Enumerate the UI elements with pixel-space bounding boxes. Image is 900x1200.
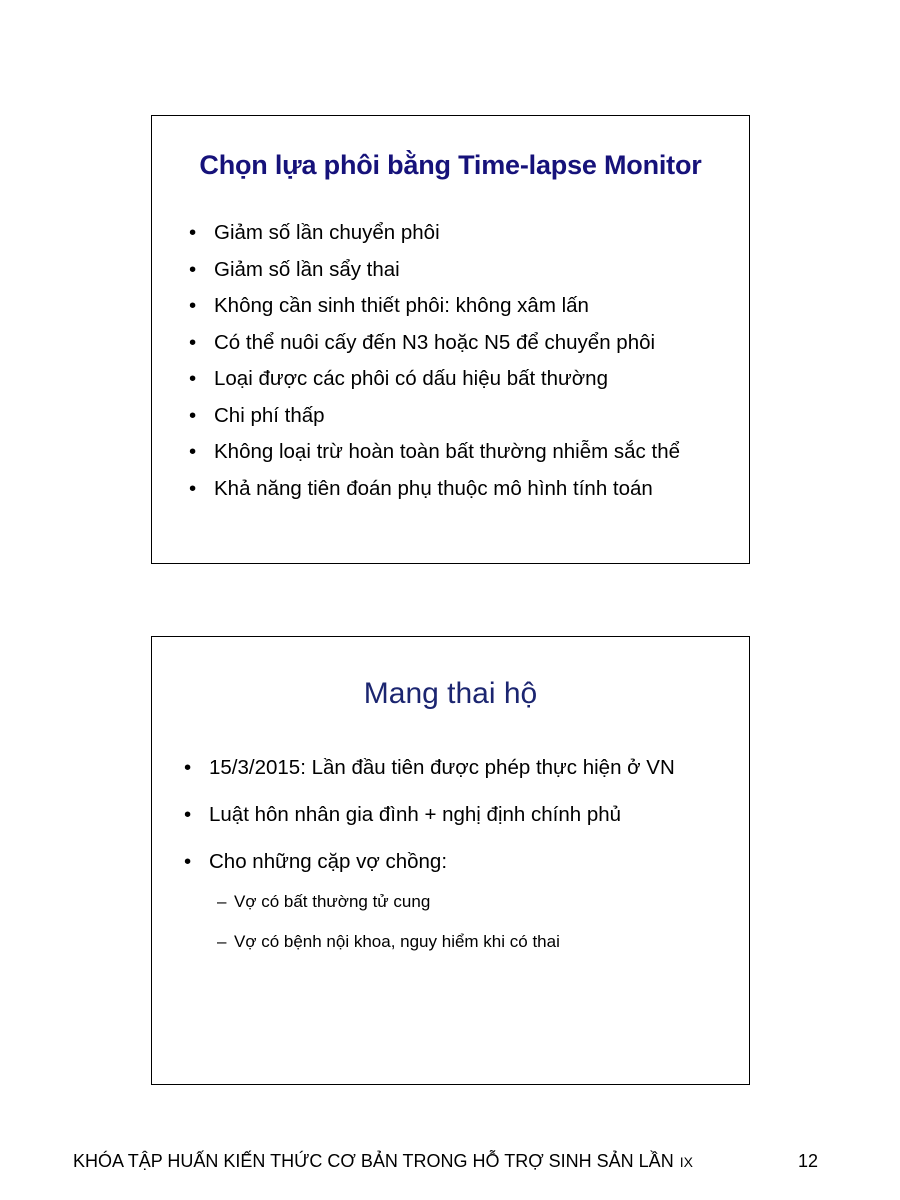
list-item	[184, 802, 675, 828]
list-item-text: Cho những cặp vợ chồng:	[209, 850, 448, 873]
list-item	[184, 849, 675, 953]
list-item: • Khả năng tiên đoán phụ thuộc mô hình tính toán	[189, 476, 680, 513]
slide-title: Mang thai hộ	[363, 677, 538, 710]
list-item: • Loại được các phôi có dấu hiệu bất thường	[189, 366, 680, 403]
bullet-list	[184, 755, 675, 974]
slide-surrogacy	[151, 636, 750, 1085]
list-item: • Không cần sinh thiết phôi: không xâm lấn	[189, 293, 680, 330]
list-item: • Chi phí thấp	[189, 403, 680, 440]
bullet-list	[189, 220, 680, 512]
footer-text: KHÓA TẬP HUẤN KIẾN THỨC CƠ BẢN TRONG HỖ TRỢ SINH SẢN LẦN	[73, 1151, 674, 1171]
list-item: • Giảm số lần sẩy thai	[189, 257, 680, 294]
page-footer	[73, 1151, 833, 1172]
list-item: • Có thể nuôi cấy đến N3 hoặc N5 để chuyển phôi	[189, 330, 680, 367]
sub-list-item: – Vợ có bất thường tử cung	[217, 891, 675, 913]
list-item: • Không loại trừ hoàn toàn bất thường nhiễm sắc thể	[189, 439, 680, 476]
list-item-text: Luật hôn nhân gia đình + nghị định chính phủ	[209, 803, 622, 826]
list-item-text: 15/3/2015: Lần đầu tiên được phép thực hiện ở VN	[209, 756, 675, 779]
list-item: • Giảm số lần chuyển phôi	[189, 220, 680, 257]
page-number: 12	[797, 1151, 818, 1171]
slide-title: Chọn lựa phôi bằng Time-lapse Monitor	[199, 150, 702, 180]
sub-list-item: – Vợ có bệnh nội khoa, nguy hiểm khi có thai	[217, 931, 675, 953]
list-item	[184, 755, 675, 781]
sub-bullet-list	[217, 891, 675, 953]
slide-time-lapse	[151, 115, 750, 564]
footer-roman: IX	[679, 1154, 693, 1170]
